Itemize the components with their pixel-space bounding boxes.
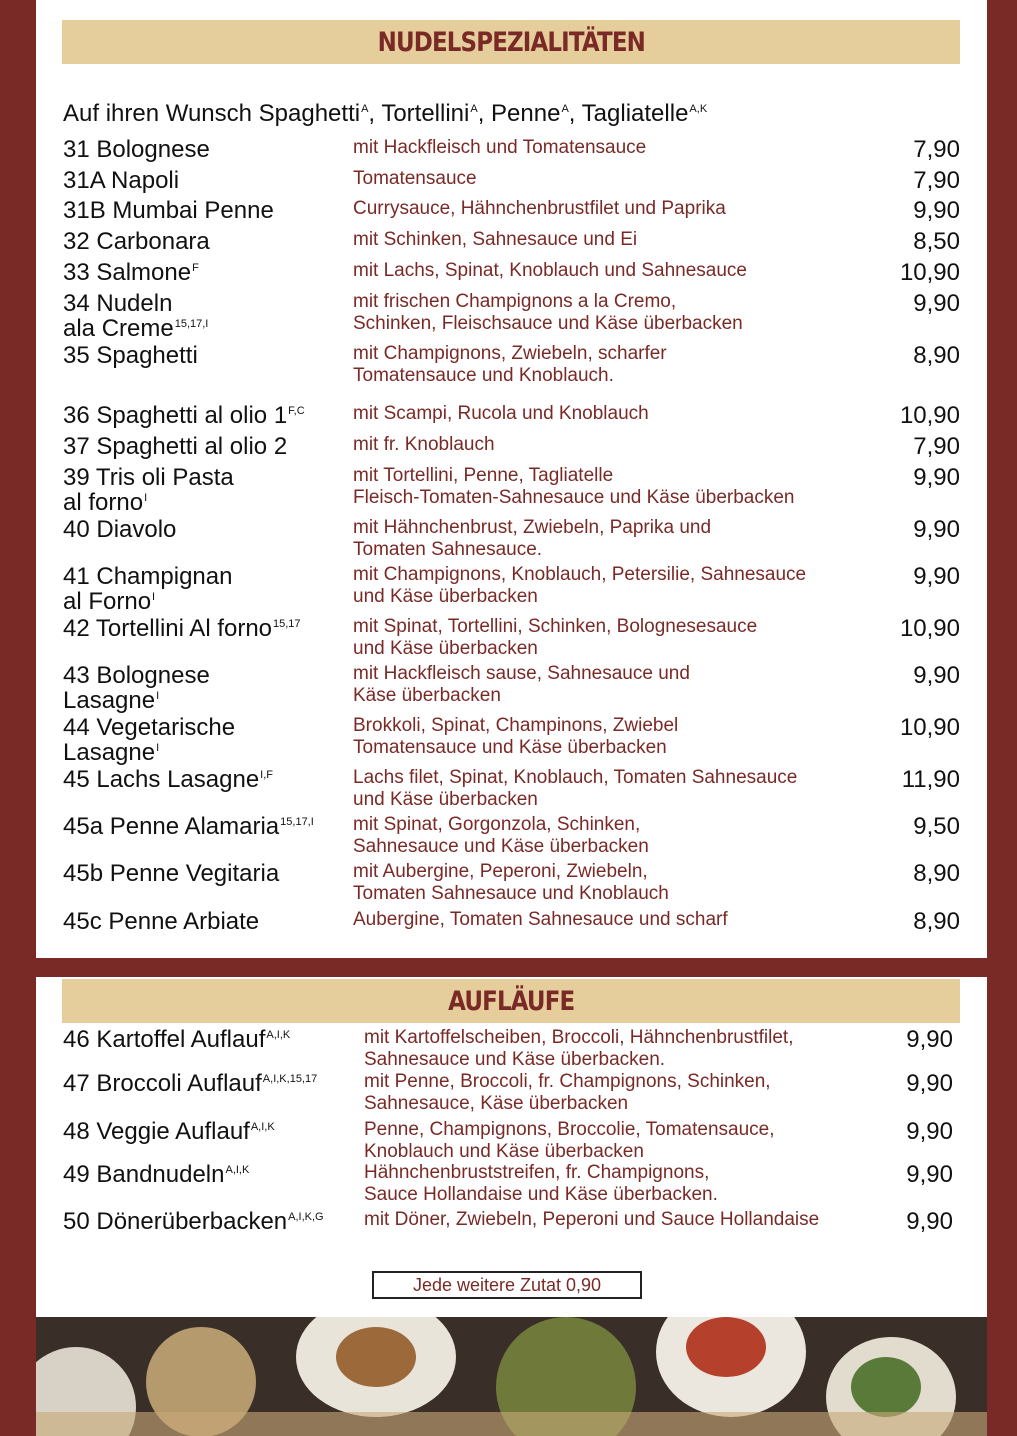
dish-description: Penne, Champignons, Broccolie, Tomatensauce, Knoblauch und Käse überbacken (364, 1119, 775, 1162)
dish-description: mit fr. Knoblauch (353, 434, 495, 455)
dish-price: 7,90 (913, 136, 960, 163)
allergen-codes: A,I,K (250, 1121, 275, 1133)
dish-name: 31 Bolognese (63, 136, 210, 163)
dish-name: 37 Spaghetti al olio 2 (63, 433, 288, 460)
dish-name: 50 Dönerüberbacken$^{A,I,K,G}$ (63, 1208, 324, 1235)
dish-price: 9,90 (913, 464, 960, 491)
dish-name: 41 Champignan al Forno$^I$ (63, 563, 233, 615)
allergen-codes: 15,17,I (174, 318, 209, 330)
casserole-menu-panel (36, 977, 987, 1317)
dish-price: 8,90 (913, 908, 960, 935)
dish-name: 42 Tortellini Al forno$^{15,17}$ (63, 615, 301, 642)
dish-description: mit Penne, Broccoli, fr. Champignons, Schinken, Sahnesauce, Käse überbacken (364, 1071, 771, 1114)
dish-name: 47 Broccoli Auflauf$^{A,I,K,15,17}$ (63, 1070, 318, 1097)
dish-price: 9,90 (906, 1118, 953, 1145)
allergen-codes: I,F (260, 769, 274, 781)
dish-description: Lachs filet, Spinat, Knoblauch, Tomaten Sahnesauce und Käse überbacken (353, 767, 798, 810)
dish-price: 10,90 (899, 259, 960, 286)
dish-name: 45c Penne Arbiate (63, 908, 260, 935)
section-banner (62, 20, 960, 64)
dish-description: mit Champignons, Knoblauch, Petersilie, Sahnesauce und Käse überbacken (353, 564, 807, 607)
dish-name: 45 Lachs Lasagne$^{I,F}$ (63, 766, 274, 793)
dish-price: 10,90 (899, 714, 960, 741)
dish-description: Brokkoli, Spinat, Champinons, Zwiebel Tomatensauce und Käse überbacken (353, 715, 679, 758)
dish-name: 34 Nudeln ala Creme$^{15,17,I}$ (63, 290, 209, 342)
extra-ingredient-note: Jede weitere Zutat 0,90 (372, 1271, 642, 1299)
dish-name: 44 Vegetarische Lasagne$^I$ (63, 714, 236, 766)
allergen-codes: I (152, 591, 156, 603)
dish-name: 33 Salmone$^F$ (63, 259, 199, 286)
allergen-codes: I (156, 690, 160, 702)
dish-price: 9,90 (913, 662, 960, 689)
dish-name: 48 Veggie Auflauf$^{A,I,K}$ (63, 1118, 275, 1145)
allergen-codes: F (192, 262, 199, 274)
dish-price: 8,90 (913, 342, 960, 369)
section-title: AUFLÄUFE (447, 985, 575, 1017)
dish-price: 11,90 (901, 766, 960, 793)
dish-description: mit Lachs, Spinat, Knoblauch und Sahnesauce (353, 260, 747, 281)
dish-description: mit Hähnchenbrust, Zwiebeln, Paprika und Tomaten Sahnesauce. (353, 517, 712, 560)
dish-description: mit Schinken, Sahnesauce und Ei (353, 229, 638, 250)
dish-price: 9,90 (906, 1070, 953, 1097)
dish-name: 45b Penne Vegitaria (63, 860, 280, 887)
section-banner (62, 979, 960, 1023)
dish-description: mit Kartoffelscheiben, Broccoli, Hähnchenbrustfilet, Sahnesauce und Käse überbacken. (364, 1027, 794, 1070)
allergen-codes: A,I,K (266, 1029, 291, 1041)
allergen-codes: I (156, 742, 160, 754)
dish-name: 49 Bandnudeln$^{A,I,K}$ (63, 1161, 250, 1188)
dish-name: 36 Spaghetti al olio $1^{F,C}$ (63, 402, 305, 429)
dish-price: 9,90 (906, 1026, 953, 1053)
allergen-codes: I (144, 492, 148, 504)
allergen-codes: A,I,K (225, 1164, 250, 1176)
dish-description: mit Tortellini, Penne, Tagliatelle Fleisch-Tomaten-Sahnesauce und Käse überbacken (353, 465, 795, 508)
dish-description: mit Spinat, Gorgonzola, Schinken, Sahnesauce und Käse überbacken (353, 814, 649, 857)
dish-price: 9,90 (913, 290, 960, 317)
pasta-choice-intro: Auf ihren Wunsch Spaghetti$^A$, Tortellini$^A$, Penne$^A$, Tagliatelle$^{A,K}$ (63, 100, 708, 127)
dish-name: 31B Mumbai Penne (63, 197, 274, 224)
dish-name: 32 Carbonara (63, 228, 210, 255)
dish-description: mit Aubergine, Peperoni, Zwiebeln, Tomaten Sahnesauce und Knoblauch (353, 861, 669, 904)
dish-description: mit Hackfleisch sause, Sahnesauce und Käse überbacken (353, 663, 690, 706)
dish-name: 40 Diavolo (63, 516, 177, 543)
dish-description: Tomatensauce (353, 168, 477, 189)
dish-price: 9,90 (913, 516, 960, 543)
dish-name: 46 Kartoffel Auflauf$^{A,I,K}$ (63, 1026, 291, 1053)
dish-price: 8,50 (913, 228, 960, 255)
dish-description: mit Hackfleisch und Tomatensauce (353, 137, 647, 158)
dish-price: 9,90 (913, 197, 960, 224)
pasta-menu-panel (36, 0, 987, 958)
dish-description: Aubergine, Tomaten Sahnesauce und scharf (353, 909, 728, 930)
dish-price: 8,90 (913, 860, 960, 887)
dish-price: 10,90 (899, 402, 960, 429)
dish-name: 31A Napoli (63, 167, 180, 194)
dish-name: 35 Spaghetti (63, 342, 198, 369)
dish-price: 7,90 (913, 433, 960, 460)
dish-price: 7,90 (913, 167, 960, 194)
allergen-codes: A,I,K,15,17 (262, 1073, 318, 1085)
dish-name: 45a Penne Alamaria$^{15,17,I}$ (63, 813, 314, 840)
dish-description: mit Döner, Zwiebeln, Peperoni und Sauce Hollandaise (364, 1209, 820, 1230)
dish-description: Hähnchenbruststreifen, fr. Champignons, Sauce Hollandaise und Käse überbacken. (364, 1162, 718, 1205)
section-title: NUDELSPEZIALITÄTEN (377, 26, 645, 58)
dish-name: 43 Bolognese Lasagne$^I$ (63, 662, 210, 714)
allergen-codes: F,C (288, 405, 305, 417)
dish-price: 9,90 (906, 1208, 953, 1235)
dish-description: mit Scampi, Rucola und Knoblauch (353, 403, 649, 424)
allergen-codes: 15,17,I (280, 816, 314, 828)
allergen-codes: A,I,K,G (288, 1211, 324, 1223)
dish-description: mit frischen Champignons a la Cremo, Schinken, Fleischsauce und Käse überbacken (353, 291, 743, 334)
dish-price: 9,90 (906, 1161, 953, 1188)
dish-description: mit Spinat, Tortellini, Schinken, Bolognesesauce und Käse überbacken (353, 616, 758, 659)
dish-description: mit Champignons, Zwiebeln, scharfer Tomatensauce und Knoblauch. (353, 343, 667, 386)
dish-price: 9,50 (913, 813, 960, 840)
dish-name: 39 Tris oli Pasta al forno$^I$ (63, 464, 234, 516)
food-photo (36, 1317, 987, 1436)
dish-price: 9,90 (913, 563, 960, 590)
dish-description: Currysauce, Hähnchenbrustfilet und Paprika (353, 198, 726, 219)
allergen-codes: 15,17 (273, 618, 301, 630)
dish-price: 10,90 (899, 615, 960, 642)
